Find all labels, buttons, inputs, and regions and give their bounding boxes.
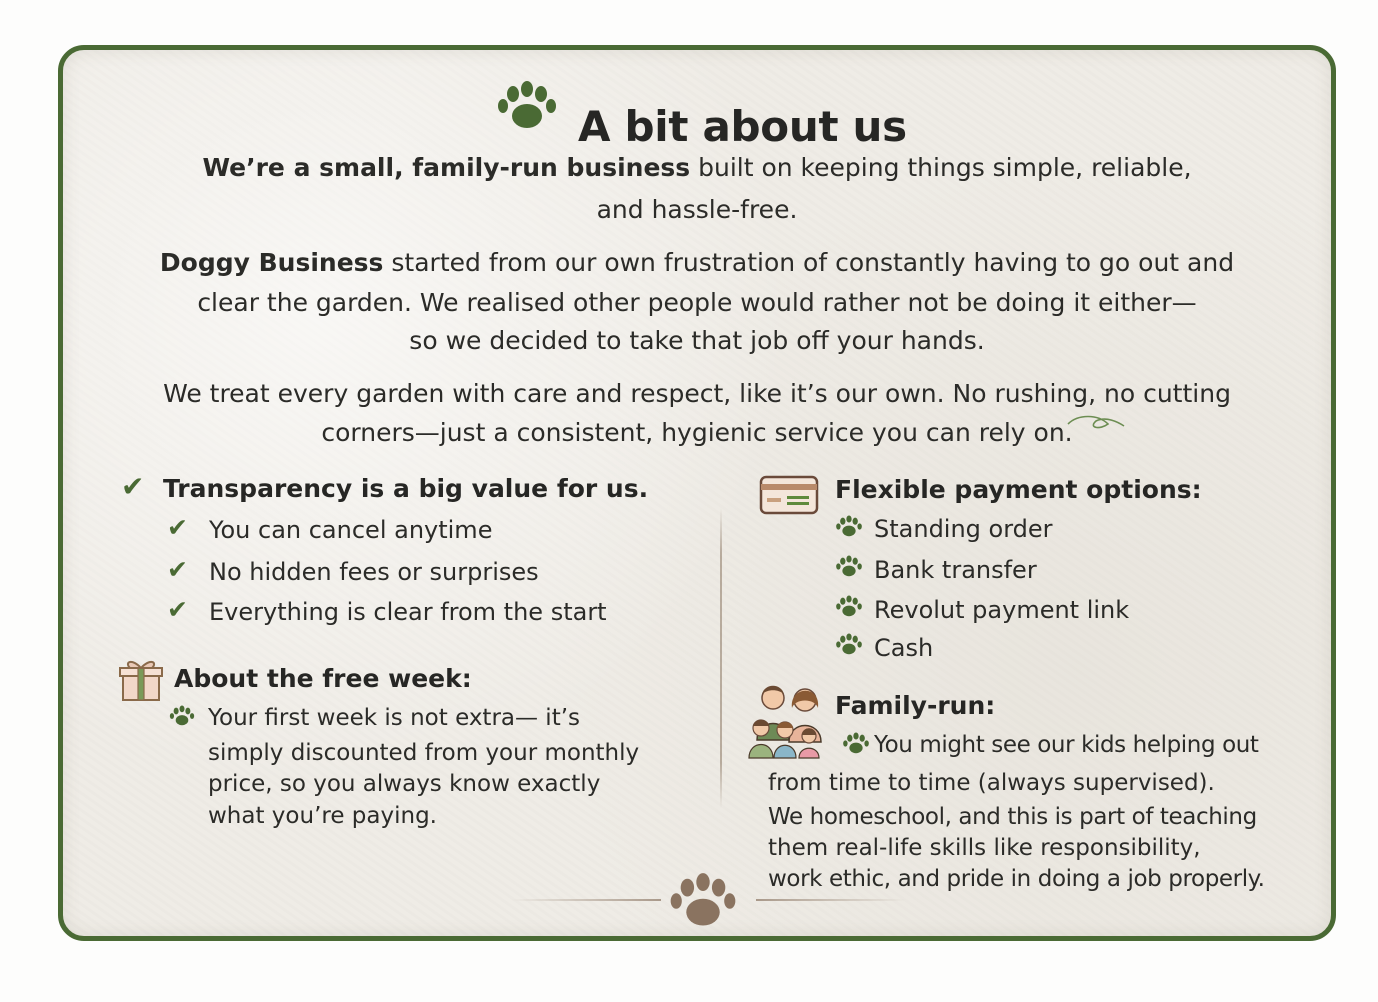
free-week-line: simply discounted from your monthly	[208, 740, 640, 766]
page-title: A bit about us	[578, 102, 907, 151]
free-week-line: what you’re paying.	[208, 803, 437, 829]
payment-item: Standing order	[874, 515, 1053, 543]
story-line-1-rest: started from our own frustration of constantly having to go out and	[383, 248, 1235, 277]
payment-item: Bank transfer	[874, 556, 1037, 584]
free-week-heading: About the free week:	[174, 664, 472, 693]
transparency-heading: Transparency is a big value for us.	[163, 474, 649, 503]
payment-heading: Flexible payment options:	[835, 475, 1202, 504]
gift-icon	[118, 658, 164, 702]
story-line-2: clear the garden. We realised other people would rather not be doing it either—	[197, 288, 1197, 317]
paw-icon	[496, 80, 558, 132]
paw-ornament-icon	[665, 872, 741, 930]
paw-bullet-icon	[169, 705, 195, 727]
care-line-2: corners—just a consistent, hygienic service you can rely on.	[321, 418, 1073, 447]
check-icon: ✔	[167, 595, 188, 624]
intro-line-1	[63, 148, 1331, 188]
intro-line-1-rest: built on keeping things simple, reliable,	[690, 153, 1192, 182]
family-illustration-icon	[747, 680, 831, 760]
intro-line-2: and hassle-free.	[596, 195, 798, 224]
family-line: work ethic, and pride in doing a job properly.	[768, 866, 1265, 892]
care-line-1: We treat every garden with care and respect, like it’s our own. No rushing, no cutting	[163, 379, 1231, 408]
family-line: We homeschool, and this is part of teaching	[768, 804, 1257, 830]
family-line: them real-life skills like responsibility,	[768, 835, 1201, 861]
check-icon: ✔	[121, 470, 145, 503]
family-line: from time to time (always supervised).	[768, 770, 1215, 796]
free-week-line: price, so you always know exactly	[208, 771, 601, 797]
ornament-line-left	[511, 899, 661, 901]
family-heading: Family-run:	[835, 691, 996, 720]
check-icon: ✔	[167, 555, 188, 584]
free-week-line: Your first week is not extra— it’s	[208, 705, 581, 731]
story-line-3: so we decided to take that job off your hands.	[409, 326, 985, 355]
paw-bullet-icon	[835, 515, 863, 538]
payment-item: Cash	[874, 634, 934, 662]
story-line-1	[63, 243, 1331, 283]
payment-item: Revolut payment link	[874, 596, 1130, 624]
transparency-item: You can cancel anytime	[209, 516, 493, 544]
payment-card-icon	[759, 474, 819, 516]
leaf-doodle-icon	[1066, 412, 1126, 436]
transparency-item: No hidden fees or surprises	[209, 558, 539, 586]
check-icon: ✔	[167, 513, 188, 542]
column-divider	[720, 508, 722, 808]
paw-bullet-icon	[842, 732, 870, 755]
paw-bullet-icon	[835, 595, 863, 618]
family-line: You might see our kids helping out	[874, 732, 1259, 758]
paw-bullet-icon	[835, 633, 863, 656]
paw-bullet-icon	[835, 555, 863, 578]
transparency-item: Everything is clear from the start	[209, 598, 607, 626]
about-card	[58, 45, 1336, 941]
intro-bold: We’re a small, family-run business	[202, 153, 691, 182]
ornament-line-right	[756, 899, 906, 901]
story-bold: Doggy Business	[159, 248, 384, 277]
